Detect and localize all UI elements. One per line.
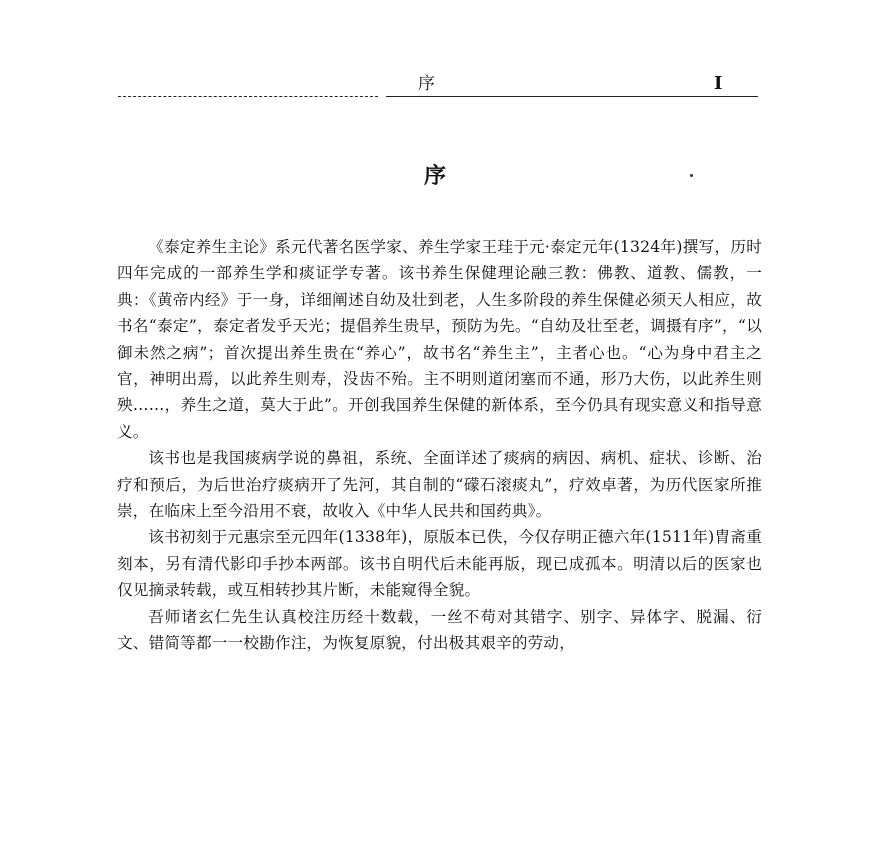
- header-rule-right: [386, 96, 758, 97]
- chapter-title: 序: [423, 164, 446, 189]
- running-header: [118, 72, 758, 102]
- body-text: [117, 234, 762, 657]
- paragraph-4: 吾师诸玄仁先生认真校注历经十数载，一丝不苟对其错字、别字、异体字、脱漏、衍文、错简等都一一校勘作注，为恢复原貌，付出极其艰辛的劳动，: [117, 607, 762, 653]
- page-number: I: [714, 73, 723, 94]
- paragraph-3: 该书初刻于元惠宗至元四年(1338年)，原版本已佚，今仅存明正德六年(1511年)胄斋重刻本，另有清代影印手抄本两部。该书自明代后未能再版，现已成孤本。明清以后的医家也仅见摘录转载，或互相转抄其片断，未能窥得全貌。: [117, 528, 762, 600]
- paragraph-1: 《泰定养生主论》系元代著名医学家、养生学家王珪于元·泰定元年(1324年)撰写，历时四年完成的一部养生学和痰证学专著。该书养生保健理论融三教：佛教、道教、儒教，一典：《黄帝内经》于一身，详细阐述自幼及壮到老，人生多阶段的养生保健必须天人相应，故书名“泰定”，泰定者发乎天光；提倡养生贵早，预防为先。“自幼及壮至老，调摄有序”，“以御未然之病”；首次提出养生贵在“养心”，故书名“养生主”，主者心也。“心为身中君主之官，神明出焉，以此养生则寿，没齿不殆。主不明则道闭塞而不通，形乃大伤，以此养生则殃……，养生之道，莫大于此”。开创我国养生保健的新体系，至今仍具有现实意义和指导意义。: [117, 238, 762, 441]
- running-header-title: 序: [418, 74, 436, 94]
- print-speck: [690, 174, 693, 177]
- paragraph-2: 该书也是我国痰病学说的鼻祖，系统、全面详述了痰病的病因、病机、症状、诊断、治疗和预后，为后世治疗痰病开了先河，其自制的“礞石滚痰丸”，疗效卓著，为历代医家所推崇，在临床上至今沿用不衰，故收入《中华人民共和国药典》。: [117, 449, 762, 521]
- header-rule-left: [118, 96, 378, 97]
